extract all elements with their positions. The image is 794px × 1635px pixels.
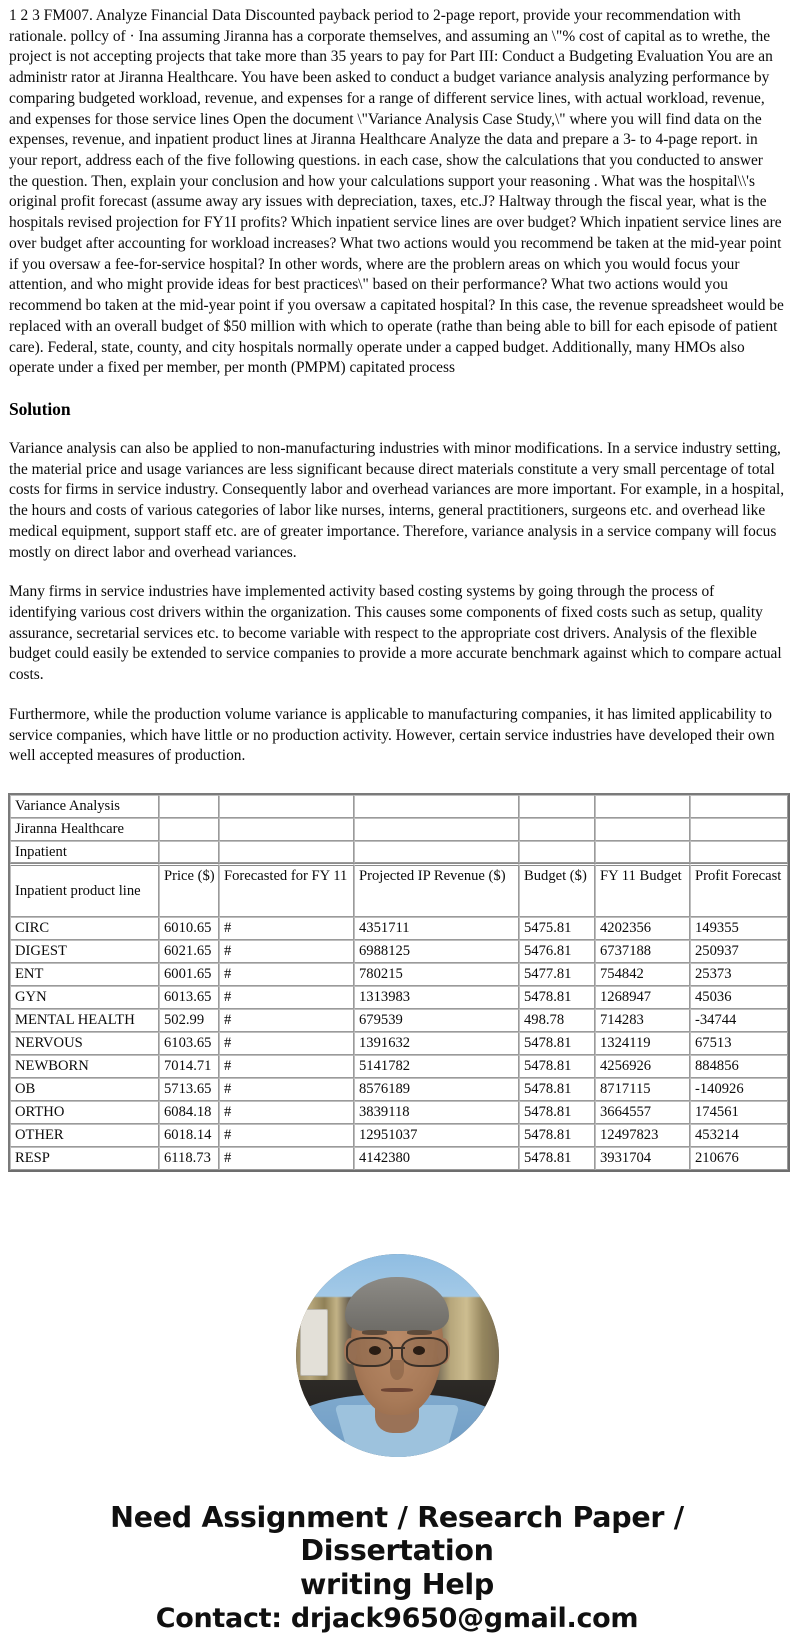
table-row: [10, 1055, 788, 1078]
variance-analysis-table-wrapper: [0, 793, 794, 1172]
cell-budget: 5478.81: [519, 1055, 595, 1078]
cell-budget: 5478.81: [519, 986, 595, 1009]
cell-price: 7014.71: [159, 1055, 219, 1078]
cell-price: 5713.65: [159, 1078, 219, 1101]
cell-product-line: RESP: [10, 1147, 159, 1170]
solution-heading: Solution: [9, 398, 71, 419]
cell-product-line: ENT: [10, 963, 159, 986]
cell-projected-revenue: 5141782: [354, 1055, 519, 1078]
cell-fy11-budget: 754842: [595, 963, 690, 986]
empty-cell: [595, 841, 690, 864]
cell-profit-forecast: 174561: [690, 1101, 788, 1124]
table-section-cell: Inpatient: [10, 841, 159, 864]
cell-projected-revenue: 4142380: [354, 1147, 519, 1170]
table-row: [10, 1101, 788, 1124]
cell-budget: 5476.81: [519, 940, 595, 963]
empty-cell: [159, 795, 219, 818]
cell-budget: 498.78: [519, 1009, 595, 1032]
column-header-budget: Budget ($): [519, 863, 595, 917]
variance-analysis-table: [8, 793, 790, 1172]
cell-projected-revenue: 4351711: [354, 917, 519, 940]
eyeglass-bridge: [389, 1347, 405, 1349]
cell-projected-revenue: 780215: [354, 963, 519, 986]
cell-projected-revenue: 3839118: [354, 1101, 519, 1124]
cell-fy11-budget: 3931704: [595, 1147, 690, 1170]
solution-paragraph-3: Furthermore, while the production volume variance is applicable to manufacturing companies, it has limited applicability to service companies, which have little or no production activity. However, certain service industries have developed their own well accepted measures of production.: [9, 705, 775, 765]
cell-projected-revenue: 1313983: [354, 986, 519, 1009]
cell-fy11-budget: 4256926: [595, 1055, 690, 1078]
eyebrow-right: [407, 1330, 431, 1334]
cell-fy11-budget: 8717115: [595, 1078, 690, 1101]
cell-profit-forecast: 45036: [690, 986, 788, 1009]
table-row: [10, 1147, 788, 1170]
empty-cell: [519, 795, 595, 818]
cell-product-line: DIGEST: [10, 940, 159, 963]
cell-projected-revenue: 679539: [354, 1009, 519, 1032]
empty-cell: [519, 841, 595, 864]
cell-forecasted: #: [219, 963, 354, 986]
empty-cell: [595, 795, 690, 818]
empty-cell: [519, 818, 595, 841]
cell-price: 6018.14: [159, 1124, 219, 1147]
cell-product-line: NEWBORN: [10, 1055, 159, 1078]
cell-product-line: GYN: [10, 986, 159, 1009]
empty-cell: [595, 818, 690, 841]
cell-price: 6021.65: [159, 940, 219, 963]
cell-profit-forecast: -140926: [690, 1078, 788, 1101]
cell-price: 6001.65: [159, 963, 219, 986]
eye-left: [369, 1346, 381, 1355]
table-org-cell: Jiranna Healthcare: [10, 818, 159, 841]
cell-profit-forecast: -34744: [690, 1009, 788, 1032]
cell-profit-forecast: 210676: [690, 1147, 788, 1170]
cell-budget: 5478.81: [519, 1101, 595, 1124]
column-header-projected-ip-revenue: Projected IP Revenue ($): [354, 863, 519, 917]
table-row: [10, 1032, 788, 1055]
cell-product-line: OB: [10, 1078, 159, 1101]
cell-forecasted: #: [219, 1032, 354, 1055]
table-row: [10, 917, 788, 940]
cell-fy11-budget: 1324119: [595, 1032, 690, 1055]
column-header-profit-forecast: Profit Forecast: [690, 863, 788, 917]
empty-cell: [690, 795, 788, 818]
cell-profit-forecast: 884856: [690, 1055, 788, 1078]
promo-block: [0, 1501, 794, 1634]
cell-fy11-budget: 4202356: [595, 917, 690, 940]
promo-line-1: Need Assignment / Research Paper / Dissertation: [110, 1501, 684, 1568]
table-row: [10, 940, 788, 963]
cell-projected-revenue: 6988125: [354, 940, 519, 963]
cell-price: 6084.18: [159, 1101, 219, 1124]
promo-contact-email: Contact: drjack9650@gmail.com: [155, 1603, 639, 1635]
cell-product-line: MENTAL HEALTH: [10, 1009, 159, 1032]
empty-cell: [690, 818, 788, 841]
cell-forecasted: #: [219, 1009, 354, 1032]
empty-cell: [219, 841, 354, 864]
cell-projected-revenue: 1391632: [354, 1032, 519, 1055]
cell-projected-revenue: 8576189: [354, 1078, 519, 1101]
avatar: [296, 1254, 499, 1457]
cell-forecasted: #: [219, 986, 354, 1009]
cell-price: 6010.65: [159, 917, 219, 940]
cell-forecasted: #: [219, 1147, 354, 1170]
table-row: [10, 963, 788, 986]
eyebrow-left: [362, 1330, 386, 1334]
cell-fy11-budget: 3664557: [595, 1101, 690, 1124]
cell-price: 6013.65: [159, 986, 219, 1009]
table-row: [10, 1078, 788, 1101]
cell-projected-revenue: 12951037: [354, 1124, 519, 1147]
cell-profit-forecast: 67513: [690, 1032, 788, 1055]
cell-profit-forecast: 149355: [690, 917, 788, 940]
cell-fy11-budget: 714283: [595, 1009, 690, 1032]
cell-profit-forecast: 25373: [690, 963, 788, 986]
cell-forecasted: #: [219, 1055, 354, 1078]
cell-product-line: ORTHO: [10, 1101, 159, 1124]
cell-price: 6103.65: [159, 1032, 219, 1055]
table-row: [10, 1009, 788, 1032]
cell-product-line: CIRC: [10, 917, 159, 940]
empty-cell: [354, 795, 519, 818]
cell-forecasted: #: [219, 917, 354, 940]
cell-product-line: OTHER: [10, 1124, 159, 1147]
empty-cell: [354, 818, 519, 841]
eyeglasses-icon: [346, 1337, 448, 1363]
empty-cell: [354, 841, 519, 864]
cell-budget: 5477.81: [519, 963, 595, 986]
cell-price: 502.99: [159, 1009, 219, 1032]
cell-budget: 5475.81: [519, 917, 595, 940]
table-title-cell: Variance Analysis: [10, 795, 159, 818]
mouth: [381, 1388, 413, 1392]
cell-fy11-budget: 1268947: [595, 986, 690, 1009]
solution-paragraph-1: Variance analysis can also be applied to non-manufacturing industries with minor modifications. In a service industry setting, the material price and usage variances are less significant because direct materials constitute a very small percentage of total costs for firms in service industry. Consequently labor and overhead variances are more important. For example, in a hospital, the hours and costs of various categories of labor like nurses, interns, general practitioners, surgeons etc. and overhead like medical equipment, support staff etc. are of greater importance. Therefore, variance analysis in a service company will focus mostly on direct labor and overhead variances.: [9, 439, 785, 561]
cell-price: 6118.73: [159, 1147, 219, 1170]
empty-cell: [159, 818, 219, 841]
cell-fy11-budget: 6737188: [595, 940, 690, 963]
cell-forecasted: #: [219, 1101, 354, 1124]
cell-forecasted: #: [219, 1124, 354, 1147]
assignment-prompt-text: 1 2 3 FM007. Analyze Financial Data Discounted payback period to 2-page report, provide your recommendation with rationale. pollcy of · Ina assuming Jiranna has a corporate themselves, and assuming an \"% cost of capital as to wrethe, the project is not accepting projects that take more than 35 years to pay for Part III: Conduct a Budgeting Evaluation You are an administr rator at Jiranna Healthcare. You have been asked to conduct a budget variance analysis analyzing performance by comparing budgeted workload, revenue, and expenses for a range of different service lines, with actual workload, revenue, and expenses for those service lines Open the document \"Variance Analysis Case Study,\" where you will find data on the expenses, revenue, and inpatient product lines at Jiranna Healthcare Analyze the data and prepare a 3- to 4-page report. in your report, address each of the five following questions. in each case, show the calculations that you conducted to answer the question. Then, explain your conclusion and how your calculations support your reasoning . What was the hospital\\'s original profit forecast (assume away ary issues with depreciation, taxes, etc.J? Haltway through the fiscal year, what is the hospitals revised projection for FY1I profits? Which inpatient service lines are over budget? Which inpatient service lines are over budget after accounting for workload increases? What two actions would you recommend be taken at the mid-year point if you oversaw a fee-for-service hospital? In other words, where are the problern areas on which you would focus your attention, and who might provide ideas for best practices\" based on their performance? What two actions would you recommend bo taken at the mid-year point if you oversaw a capitated hospital? In this case, the revenue spreadsheet would be replaced with an overall budget of $50 million with which to operate (rathe than being able to bill for each episode of patient care). Federal, state, county, and city hospitals normally operate under a capped budget. Additionally, many HMOs also operate under a fixed per member, per month (PMPM) capitated process: [9, 7, 784, 377]
solution-paragraph-2: Many firms in service industries have implemented activity based costing systems by going through the process of identifying various cost drivers within the organization. This causes some components of fixed costs such as setup, quality assurance, secretarial services etc. to become variable with respect to the appropriate cost drivers. Analysis of the flexible budget could easily be extended to service companies to provide a more accurate benchmark against which to compare actual costs.: [9, 583, 782, 684]
empty-cell: [219, 818, 354, 841]
cell-product-line: NERVOUS: [10, 1032, 159, 1055]
portrait-section: [0, 1254, 794, 1457]
table-title-row: [10, 795, 788, 818]
column-header-price: Price ($): [159, 863, 219, 917]
cell-budget: 5478.81: [519, 1032, 595, 1055]
promo-line-2: writing Help: [300, 1568, 494, 1602]
cell-forecasted: #: [219, 1078, 354, 1101]
table-row: [10, 1124, 788, 1147]
cell-fy11-budget: 12497823: [595, 1124, 690, 1147]
table-section-row: [10, 841, 788, 864]
cell-forecasted: #: [219, 940, 354, 963]
table-row: [10, 986, 788, 1009]
background-wall-switch: [300, 1309, 328, 1376]
table-org-row: [10, 818, 788, 841]
cell-budget: 5478.81: [519, 1078, 595, 1101]
column-header-forecasted-fy11: Forecasted for FY 11: [219, 863, 354, 917]
column-header-fy11-budget: FY 11 Budget: [595, 863, 690, 917]
cell-profit-forecast: 453214: [690, 1124, 788, 1147]
empty-cell: [219, 795, 354, 818]
cell-budget: 5478.81: [519, 1147, 595, 1170]
empty-cell: [159, 841, 219, 864]
cell-budget: 5478.81: [519, 1124, 595, 1147]
column-header-product-line: Inpatient product line: [10, 863, 159, 917]
table-header-row: [10, 863, 788, 917]
cell-profit-forecast: 250937: [690, 940, 788, 963]
empty-cell: [690, 841, 788, 864]
